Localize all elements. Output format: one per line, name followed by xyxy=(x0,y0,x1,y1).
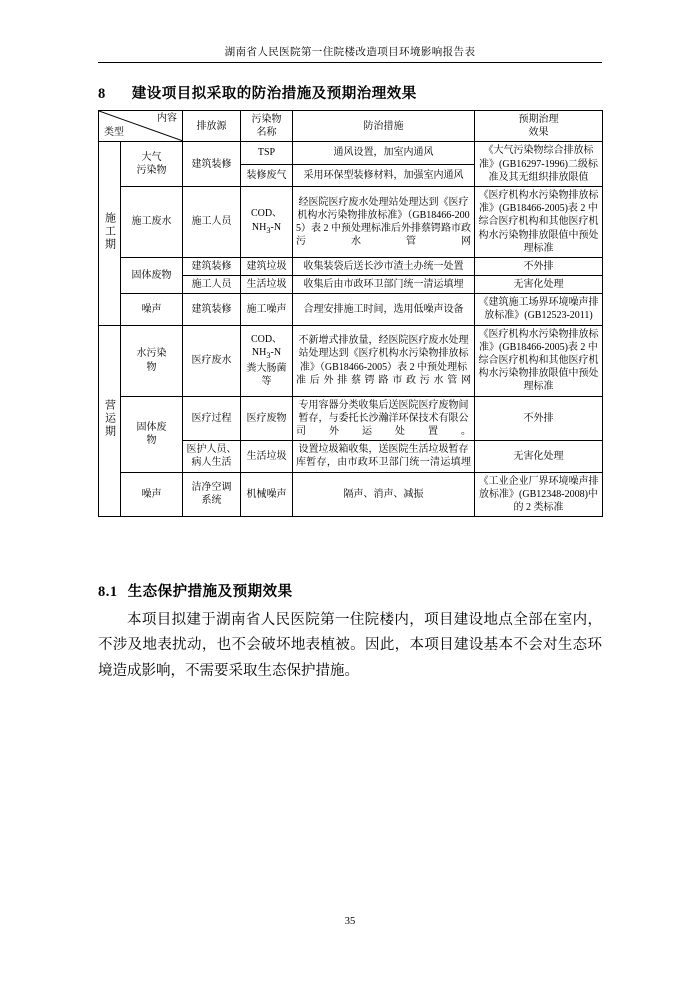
table-corner-cell xyxy=(99,111,183,142)
category-air-pollutant: 大气 污染物 xyxy=(121,142,183,187)
effect-cell: 无害化处理 xyxy=(475,276,603,294)
effect-cell: 不外排 xyxy=(475,257,603,275)
section-heading-8 xyxy=(98,82,417,103)
pollutant-cell: 生活垃圾 xyxy=(241,441,293,472)
section-8-number: 8 xyxy=(98,86,106,102)
pollutant-cell: 生活垃圾 xyxy=(241,276,293,294)
effect-cell: 《医疗机构水污染物排放标准》(GB18466-2005)表 2 中综合医疗机构和其他医疗机构水污染物排放限值中预处理标准 xyxy=(475,325,603,396)
measure-cell: 采用环保型装修材料，加强室内通风 xyxy=(293,164,475,186)
pollutant-cell: TSP xyxy=(241,142,293,164)
col-header-source: 排放源 xyxy=(183,111,241,142)
pollutant-cell: 建筑垃圾 xyxy=(241,257,293,275)
measure-cell: 隔声、消声、减振 xyxy=(293,472,475,517)
phase-label-operation: 营运期 xyxy=(99,325,121,516)
table-row xyxy=(99,396,603,441)
page-number: 35 xyxy=(344,916,356,927)
running-header: 湖南省人民医院第一住院楼改造项目环境影响报告表 xyxy=(224,47,476,58)
effect-cell: 《大气污染物综合排放标准》(GB16297-1996)二级标准及其无组织排放限值 xyxy=(475,142,603,187)
body-paragraph-1: 本项目拟建于湖南省人民医院第一住院楼内，项目建设地点全部在室内，不涉及地表扰动，也不会破坏地表植被。因此，本项目建设基本不会对生态环境造成影响，不需要采取生态保护措施。 xyxy=(98,612,602,679)
source-cell: 建筑装修 xyxy=(183,142,241,187)
corner-label-content: 内容 xyxy=(157,113,177,124)
effect-cell: 《医疗机构水污染物排放标准》(GB18466-2005)表 2 中综合医疗机构和其他医疗机构水污染物排放限值中预处理标准 xyxy=(475,186,603,257)
col-header-pollutant: 污染物 名称 xyxy=(241,111,293,142)
category-noise: 噪声 xyxy=(121,472,183,517)
pollutant-cell: COD、 $NH_3-N$ 粪大肠菌 等 xyxy=(241,325,293,396)
table-row xyxy=(99,257,603,275)
table-row xyxy=(99,186,603,257)
section-heading-8-1 xyxy=(98,580,293,601)
source-cell: 施工人员 xyxy=(183,186,241,257)
measure-cell: 收集后由市政环卫部门统一清运填埋 xyxy=(293,276,475,294)
effect-cell: 不外排 xyxy=(475,396,603,441)
measure-cell: 收集装袋后送长沙市渣土办统一处置 xyxy=(293,257,475,275)
category-solid-waste: 固体废 物 xyxy=(121,396,183,472)
source-cell: 施工人员 xyxy=(183,276,241,294)
source-cell: 医疗过程 xyxy=(183,396,241,441)
corner-label-type: 类型 xyxy=(104,127,124,139)
section-8-title: 建设项目拟采取的防治措施及预期治理效果 xyxy=(131,86,417,102)
measure-cell: 不新增式排放量，经医院医疗废水处理站处理达到《医疗机构水污染物排放标准》（GB18466-2005）表 2 中预处理标准后外排蔡锷路市政污水管网 xyxy=(293,325,475,396)
measure-cell: 专用容器分类收集后送医院医疗废物间暂存，与委托长沙瀚洋环保技术有限公司外运处置。 xyxy=(293,396,475,441)
measure-cell: 合理安排施工时间，选用低噪声设备 xyxy=(293,294,475,325)
table-row xyxy=(99,325,603,396)
measures-table xyxy=(98,110,603,517)
pollutant-cell: 医疗废物 xyxy=(241,396,293,441)
phase-label-construction: 施工期 xyxy=(99,142,121,325)
pollutant-cell: 施工噪声 xyxy=(241,294,293,325)
effect-cell: 无害化处理 xyxy=(475,441,603,472)
category-construction-wastewater: 施工废水 xyxy=(121,186,183,257)
category-noise: 噪声 xyxy=(121,294,183,325)
measure-cell: 通风设置，加室内通风 xyxy=(293,142,475,164)
table-header-row xyxy=(99,111,603,142)
col-header-measure: 防治措施 xyxy=(293,111,475,142)
section-81-number: 8.1 xyxy=(98,584,118,600)
source-cell: 建筑装修 xyxy=(183,257,241,275)
table-row xyxy=(99,142,603,164)
source-cell: 洁净空调 系统 xyxy=(183,472,241,517)
source-cell: 建筑装修 xyxy=(183,294,241,325)
col-header-effect: 预期治理 效果 xyxy=(475,111,603,142)
source-cell: 医疗废水 xyxy=(183,325,241,396)
pollutant-cell: COD、 $NH_3-N$ xyxy=(241,186,293,257)
effect-cell: 《工业企业厂界环境噪声排放标准》(GB12348-2008)中的 2 类标准 xyxy=(475,472,603,517)
header-divider xyxy=(98,62,602,63)
pollutant-cell: 装修废气 xyxy=(241,164,293,186)
measure-cell: 经医院医疗废水处理站处理达到《医疗机构水污染物排放标准》（GB18466-2005）表 2 中预处理标准后外排蔡锷路市政污水管网 xyxy=(293,186,475,257)
category-solid-waste: 固体废物 xyxy=(121,257,183,293)
table-row xyxy=(99,294,603,325)
pollutant-cell: 机械噪声 xyxy=(241,472,293,517)
table-row xyxy=(99,472,603,517)
category-water-pollutant: 水污染 物 xyxy=(121,325,183,396)
section-81-title: 生态保护措施及预期效果 xyxy=(127,584,293,600)
measure-cell: 设置垃圾箱收集，送医院生活垃圾暂存库暂存，由市政环卫部门统一清运填埋 xyxy=(293,441,475,472)
effect-cell: 《建筑施工场界环境噪声排放标准》(GB12523-2011) xyxy=(475,294,603,325)
source-cell: 医护人员、病人生活 xyxy=(183,441,241,472)
